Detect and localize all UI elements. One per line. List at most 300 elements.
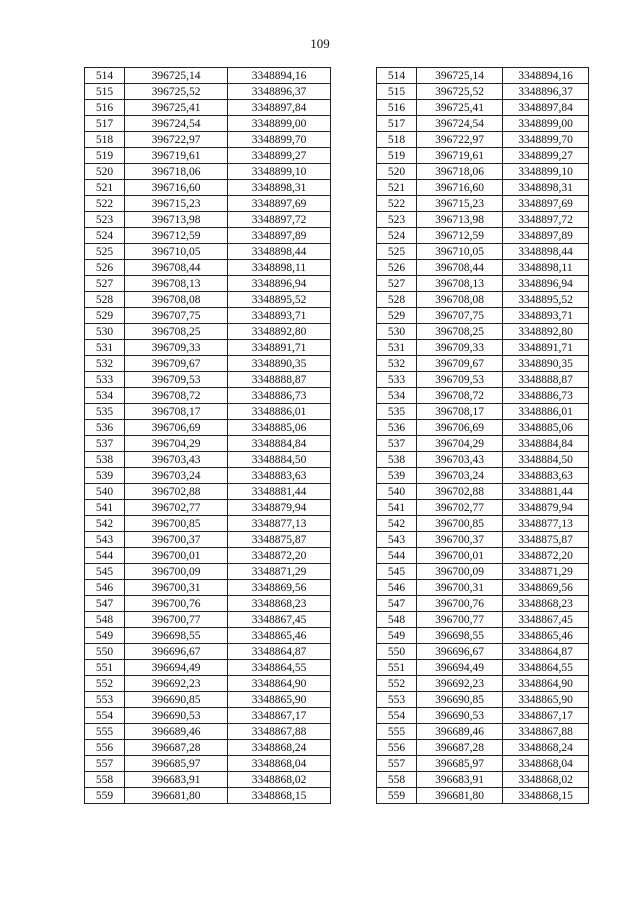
y-coordinate-cell: 3348881,44 [228,484,331,500]
y-coordinate-cell: 3348868,04 [503,756,589,772]
y-coordinate-cell: 3348899,70 [503,132,589,148]
table-row [377,612,589,628]
x-coordinate-cell: 396694,49 [125,660,228,676]
y-coordinate-cell: 3348864,55 [503,660,589,676]
x-coordinate-cell: 396708,08 [417,292,503,308]
table-row [85,404,331,420]
y-coordinate-cell: 3348886,73 [503,388,589,404]
table-row [377,292,589,308]
table-row [377,324,589,340]
point-number-cell: 514 [377,68,417,84]
x-coordinate-cell: 396713,98 [417,212,503,228]
x-coordinate-cell: 396725,41 [417,100,503,116]
point-number-cell: 546 [85,580,125,596]
point-number-cell: 538 [85,452,125,468]
y-coordinate-cell: 3348899,10 [228,164,331,180]
point-number-cell: 523 [377,212,417,228]
point-number-cell: 545 [377,564,417,580]
x-coordinate-cell: 396716,60 [417,180,503,196]
x-coordinate-cell: 396708,08 [125,292,228,308]
point-number-cell: 515 [377,84,417,100]
point-number-cell: 528 [377,292,417,308]
y-coordinate-cell: 3348864,90 [228,676,331,692]
y-coordinate-cell: 3348869,56 [228,580,331,596]
x-coordinate-cell: 396700,31 [125,580,228,596]
x-coordinate-cell: 396690,85 [125,692,228,708]
y-coordinate-cell: 3348897,89 [228,228,331,244]
point-number-cell: 530 [85,324,125,340]
y-coordinate-cell: 3348893,71 [503,308,589,324]
point-number-cell: 514 [85,68,125,84]
y-coordinate-cell: 3348867,88 [503,724,589,740]
y-coordinate-cell: 3348898,11 [228,260,331,276]
point-number-cell: 550 [377,644,417,660]
table-row [377,308,589,324]
point-number-cell: 525 [377,244,417,260]
point-number-cell: 551 [377,660,417,676]
table-row [377,340,589,356]
x-coordinate-cell: 396725,52 [417,84,503,100]
x-coordinate-cell: 396692,23 [417,676,503,692]
y-coordinate-cell: 3348886,73 [228,388,331,404]
point-number-cell: 541 [85,500,125,516]
point-number-cell: 536 [377,420,417,436]
x-coordinate-cell: 396702,88 [125,484,228,500]
x-coordinate-cell: 396708,13 [125,276,228,292]
table-row [377,388,589,404]
point-number-cell: 519 [377,148,417,164]
table-row [85,532,331,548]
point-number-cell: 543 [377,532,417,548]
point-number-cell: 515 [85,84,125,100]
x-coordinate-cell: 396724,54 [417,116,503,132]
table-row [85,276,331,292]
table-row [85,676,331,692]
table-row [377,420,589,436]
x-coordinate-cell: 396700,37 [125,532,228,548]
x-coordinate-cell: 396708,72 [125,388,228,404]
table-row [85,580,331,596]
x-coordinate-cell: 396700,09 [417,564,503,580]
y-coordinate-cell: 3348891,71 [503,340,589,356]
x-coordinate-cell: 396700,76 [417,596,503,612]
y-coordinate-cell: 3348868,24 [228,740,331,756]
x-coordinate-cell: 396681,80 [125,788,228,804]
table-row [377,516,589,532]
table-row [377,708,589,724]
table-row [377,468,589,484]
table-row [85,228,331,244]
table-row [85,260,331,276]
point-number-cell: 535 [85,404,125,420]
table-row [85,484,331,500]
y-coordinate-cell: 3348875,87 [503,532,589,548]
y-coordinate-cell: 3348865,46 [503,628,589,644]
y-coordinate-cell: 3348864,55 [228,660,331,676]
point-number-cell: 531 [377,340,417,356]
point-number-cell: 534 [85,388,125,404]
table-row [85,740,331,756]
x-coordinate-cell: 396694,49 [417,660,503,676]
y-coordinate-cell: 3348895,52 [228,292,331,308]
table-row [85,468,331,484]
y-coordinate-cell: 3348890,35 [228,356,331,372]
y-coordinate-cell: 3348890,35 [503,356,589,372]
point-number-cell: 555 [85,724,125,740]
table-row [85,500,331,516]
y-coordinate-cell: 3348868,24 [503,740,589,756]
point-number-cell: 518 [85,132,125,148]
point-number-cell: 547 [85,596,125,612]
table-row [85,116,331,132]
y-coordinate-cell: 3348868,23 [228,596,331,612]
point-number-cell: 547 [377,596,417,612]
y-coordinate-cell: 3348865,90 [503,692,589,708]
y-coordinate-cell: 3348891,71 [228,340,331,356]
y-coordinate-cell: 3348892,80 [228,324,331,340]
x-coordinate-cell: 396700,77 [125,612,228,628]
point-number-cell: 537 [377,436,417,452]
x-coordinate-cell: 396703,24 [125,468,228,484]
table-row [377,260,589,276]
x-coordinate-cell: 396722,97 [125,132,228,148]
point-number-cell: 549 [377,628,417,644]
x-coordinate-cell: 396709,33 [417,340,503,356]
x-coordinate-cell: 396692,23 [125,676,228,692]
x-coordinate-cell: 396690,85 [417,692,503,708]
table-row [85,308,331,324]
y-coordinate-cell: 3348884,84 [228,436,331,452]
point-number-cell: 558 [85,772,125,788]
x-coordinate-cell: 396683,91 [417,772,503,788]
point-number-cell: 542 [377,516,417,532]
table-row [85,548,331,564]
table-row [85,516,331,532]
table-row [377,228,589,244]
table-row [377,68,589,84]
x-coordinate-cell: 396683,91 [125,772,228,788]
table-row [377,116,589,132]
x-coordinate-cell: 396690,53 [417,708,503,724]
x-coordinate-cell: 396709,67 [125,356,228,372]
table-row [85,708,331,724]
table-row [85,100,331,116]
table-row [377,628,589,644]
point-number-cell: 558 [377,772,417,788]
y-coordinate-cell: 3348898,11 [503,260,589,276]
x-coordinate-cell: 396700,85 [417,516,503,532]
x-coordinate-cell: 396703,43 [417,452,503,468]
point-number-cell: 557 [377,756,417,772]
point-number-cell: 542 [85,516,125,532]
y-coordinate-cell: 3348899,70 [228,132,331,148]
point-number-cell: 556 [85,740,125,756]
x-coordinate-cell: 396715,23 [125,196,228,212]
y-coordinate-cell: 3348867,45 [228,612,331,628]
y-coordinate-cell: 3348898,31 [228,180,331,196]
y-coordinate-cell: 3348898,44 [228,244,331,260]
point-number-cell: 549 [85,628,125,644]
x-coordinate-cell: 396700,76 [125,596,228,612]
table-row [377,132,589,148]
y-coordinate-cell: 3348897,72 [503,212,589,228]
table-row [377,788,589,804]
table-row [85,340,331,356]
y-coordinate-cell: 3348879,94 [503,500,589,516]
x-coordinate-cell: 396724,54 [125,116,228,132]
table-row [377,692,589,708]
table-row [85,212,331,228]
point-number-cell: 519 [85,148,125,164]
table-row [377,100,589,116]
x-coordinate-cell: 396702,88 [417,484,503,500]
y-coordinate-cell: 3348896,94 [503,276,589,292]
x-coordinate-cell: 396708,25 [417,324,503,340]
x-coordinate-cell: 396708,72 [417,388,503,404]
point-number-cell: 539 [377,468,417,484]
point-number-cell: 517 [377,116,417,132]
y-coordinate-cell: 3348867,17 [503,708,589,724]
point-number-cell: 540 [85,484,125,500]
y-coordinate-cell: 3348868,04 [228,756,331,772]
y-coordinate-cell: 3348877,13 [503,516,589,532]
point-number-cell: 555 [377,724,417,740]
y-coordinate-cell: 3348868,15 [228,788,331,804]
point-number-cell: 548 [85,612,125,628]
point-number-cell: 531 [85,340,125,356]
x-coordinate-cell: 396708,44 [417,260,503,276]
point-number-cell: 543 [85,532,125,548]
table-row [377,276,589,292]
table-row [377,148,589,164]
point-number-cell: 524 [377,228,417,244]
x-coordinate-cell: 396710,05 [125,244,228,260]
point-number-cell: 530 [377,324,417,340]
y-coordinate-cell: 3348896,37 [503,84,589,100]
point-number-cell: 532 [85,356,125,372]
point-number-cell: 545 [85,564,125,580]
x-coordinate-cell: 396710,05 [417,244,503,260]
point-number-cell: 533 [377,372,417,388]
table-row [377,660,589,676]
x-coordinate-cell: 396702,77 [417,500,503,516]
point-number-cell: 548 [377,612,417,628]
y-coordinate-cell: 3348865,46 [228,628,331,644]
y-coordinate-cell: 3348884,50 [503,452,589,468]
y-coordinate-cell: 3348897,84 [503,100,589,116]
x-coordinate-cell: 396687,28 [417,740,503,756]
x-coordinate-cell: 396707,75 [417,308,503,324]
y-coordinate-cell: 3348896,37 [228,84,331,100]
table-row [85,692,331,708]
table-row [377,532,589,548]
table-row [377,244,589,260]
point-number-cell: 541 [377,500,417,516]
table-row [377,212,589,228]
point-number-cell: 526 [377,260,417,276]
x-coordinate-cell: 396700,01 [125,548,228,564]
point-number-cell: 546 [377,580,417,596]
point-number-cell: 534 [377,388,417,404]
point-number-cell: 537 [85,436,125,452]
point-number-cell: 521 [377,180,417,196]
x-coordinate-cell: 396708,17 [125,404,228,420]
y-coordinate-cell: 3348877,13 [228,516,331,532]
table-row [85,132,331,148]
table-row [85,244,331,260]
y-coordinate-cell: 3348879,94 [228,500,331,516]
x-coordinate-cell: 396685,97 [417,756,503,772]
point-number-cell: 551 [85,660,125,676]
x-coordinate-cell: 396712,59 [417,228,503,244]
table-row [377,772,589,788]
x-coordinate-cell: 396687,28 [125,740,228,756]
y-coordinate-cell: 3348871,29 [228,564,331,580]
x-coordinate-cell: 396690,53 [125,708,228,724]
x-coordinate-cell: 396707,75 [125,308,228,324]
y-coordinate-cell: 3348868,23 [503,596,589,612]
table-row [377,484,589,500]
x-coordinate-cell: 396700,37 [417,532,503,548]
x-coordinate-cell: 396706,69 [417,420,503,436]
x-coordinate-cell: 396696,67 [417,644,503,660]
x-coordinate-cell: 396703,24 [417,468,503,484]
y-coordinate-cell: 3348869,56 [503,580,589,596]
y-coordinate-cell: 3348886,01 [503,404,589,420]
table-row [85,68,331,84]
x-coordinate-cell: 396689,46 [417,724,503,740]
y-coordinate-cell: 3348883,63 [228,468,331,484]
table-row [85,452,331,468]
table-row [377,436,589,452]
table-row [377,404,589,420]
point-number-cell: 557 [85,756,125,772]
x-coordinate-cell: 396706,69 [125,420,228,436]
x-coordinate-cell: 396708,17 [417,404,503,420]
y-coordinate-cell: 3348893,71 [228,308,331,324]
y-coordinate-cell: 3348899,10 [503,164,589,180]
x-coordinate-cell: 396700,09 [125,564,228,580]
table-row [377,644,589,660]
point-number-cell: 550 [85,644,125,660]
x-coordinate-cell: 396712,59 [125,228,228,244]
coordinates-table-right [376,67,589,804]
y-coordinate-cell: 3348894,16 [503,68,589,84]
point-number-cell: 528 [85,292,125,308]
y-coordinate-cell: 3348865,90 [228,692,331,708]
table-row [85,596,331,612]
point-number-cell: 536 [85,420,125,436]
point-number-cell: 552 [377,676,417,692]
x-coordinate-cell: 396708,44 [125,260,228,276]
point-number-cell: 533 [85,372,125,388]
table-row [85,436,331,452]
x-coordinate-cell: 396719,61 [125,148,228,164]
table-row [85,180,331,196]
point-number-cell: 559 [85,788,125,804]
y-coordinate-cell: 3348888,87 [228,372,331,388]
table-row [85,196,331,212]
y-coordinate-cell: 3348895,52 [503,292,589,308]
y-coordinate-cell: 3348872,20 [228,548,331,564]
x-coordinate-cell: 396713,98 [125,212,228,228]
table-row [85,724,331,740]
table-row [85,564,331,580]
x-coordinate-cell: 396715,23 [417,196,503,212]
x-coordinate-cell: 396700,77 [417,612,503,628]
x-coordinate-cell: 396716,60 [125,180,228,196]
y-coordinate-cell: 3348872,20 [503,548,589,564]
x-coordinate-cell: 396719,61 [417,148,503,164]
x-coordinate-cell: 396700,01 [417,548,503,564]
table-row [85,788,331,804]
table-row [377,164,589,180]
table-row [377,580,589,596]
point-number-cell: 527 [377,276,417,292]
y-coordinate-cell: 3348885,06 [503,420,589,436]
point-number-cell: 556 [377,740,417,756]
table-row [377,548,589,564]
table-row [85,324,331,340]
table-row [377,180,589,196]
table-row [85,628,331,644]
table-row [377,756,589,772]
y-coordinate-cell: 3348864,87 [503,644,589,660]
x-coordinate-cell: 396709,53 [417,372,503,388]
y-coordinate-cell: 3348899,27 [503,148,589,164]
point-number-cell: 539 [85,468,125,484]
page-number: 109 [310,36,330,51]
point-number-cell: 520 [377,164,417,180]
table-row [85,772,331,788]
y-coordinate-cell: 3348892,80 [503,324,589,340]
table-row [377,500,589,516]
point-number-cell: 552 [85,676,125,692]
y-coordinate-cell: 3348884,84 [503,436,589,452]
table-row [85,388,331,404]
table-row [377,596,589,612]
x-coordinate-cell: 396725,41 [125,100,228,116]
y-coordinate-cell: 3348898,44 [503,244,589,260]
y-coordinate-cell: 3348898,31 [503,180,589,196]
y-coordinate-cell: 3348897,69 [228,196,331,212]
y-coordinate-cell: 3348888,87 [503,372,589,388]
y-coordinate-cell: 3348881,44 [503,484,589,500]
x-coordinate-cell: 396718,06 [417,164,503,180]
point-number-cell: 516 [377,100,417,116]
y-coordinate-cell: 3348868,02 [228,772,331,788]
y-coordinate-cell: 3348868,15 [503,788,589,804]
y-coordinate-cell: 3348897,84 [228,100,331,116]
y-coordinate-cell: 3348871,29 [503,564,589,580]
x-coordinate-cell: 396704,29 [125,436,228,452]
point-number-cell: 523 [85,212,125,228]
y-coordinate-cell: 3348897,89 [503,228,589,244]
point-number-cell: 553 [377,692,417,708]
x-coordinate-cell: 396725,52 [125,84,228,100]
y-coordinate-cell: 3348867,17 [228,708,331,724]
y-coordinate-cell: 3348875,87 [228,532,331,548]
table-row [85,148,331,164]
y-coordinate-cell: 3348867,88 [228,724,331,740]
table-row [85,372,331,388]
x-coordinate-cell: 396689,46 [125,724,228,740]
point-number-cell: 518 [377,132,417,148]
x-coordinate-cell: 396703,43 [125,452,228,468]
x-coordinate-cell: 396700,85 [125,516,228,532]
point-number-cell: 540 [377,484,417,500]
point-number-cell: 529 [85,308,125,324]
